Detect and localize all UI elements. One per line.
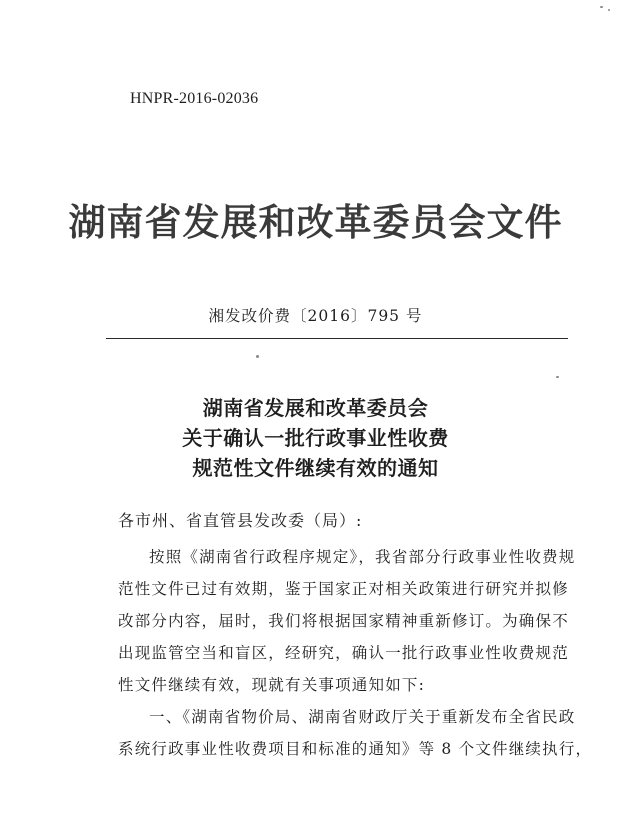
title-line-1: 湖南省发展和改革委员会	[202, 396, 429, 420]
body-line: 系统行政事业性收费项目和标准的通知》等 8 个文件继续执行，	[118, 740, 593, 758]
scan-speck	[608, 9, 610, 11]
scan-speck	[600, 6, 603, 8]
reference-number: 湘发改价费〔2016〕795 号	[208, 307, 423, 325]
scan-speck	[256, 355, 259, 358]
body-line: 一、《湖南省物价局、湖南省财政厅关于重新发布全省民政	[149, 708, 576, 726]
addressee: 各市州、省直管县发改委（局）:	[118, 511, 363, 530]
header-divider	[106, 338, 568, 339]
body-text	[118, 541, 593, 765]
scan-speck	[556, 376, 559, 378]
body-line: 改部分内容，届时，我们将根据国家精神重新修订。为确保不	[118, 612, 569, 630]
body-line: 范性文件已过有效期，鉴于国家正对相关政策进行研究并拟修	[118, 580, 569, 598]
title-line-2: 关于确认一批行政事业性收费	[182, 426, 449, 450]
document-number: HNPR-2016-02036	[130, 90, 259, 107]
body-line: 出现监管空当和盲区，经研究，确认一批行政事业性收费规范	[118, 644, 569, 662]
notice-title	[0, 393, 631, 483]
issuer-header: 湖南省发展和改革委员会文件	[68, 201, 563, 244]
body-line: 性文件继续有效，现就有关事项通知如下:	[118, 676, 426, 694]
body-line: 按照《湖南省行政程序规定》，我省部分行政事业性收费规	[149, 548, 576, 566]
title-line-3: 规范性文件继续有效的通知	[192, 456, 439, 480]
